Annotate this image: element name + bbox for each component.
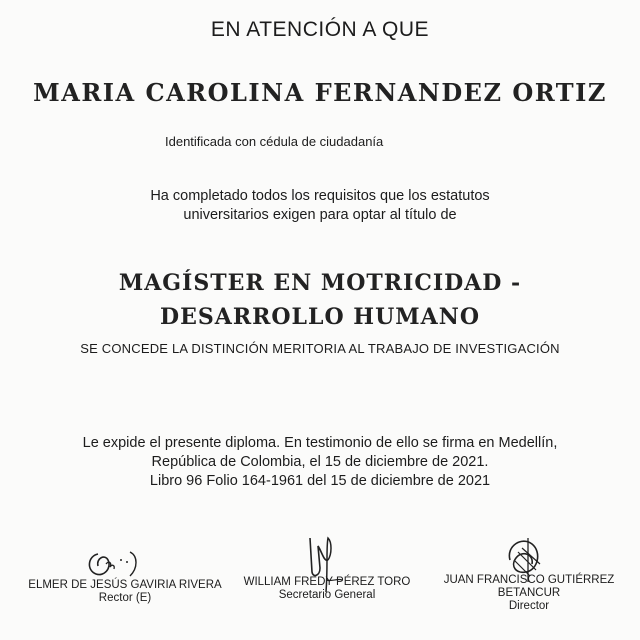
degree-title [0, 266, 640, 334]
signatory-role: Secretario General [278, 589, 376, 601]
signatory-role: Director [508, 600, 550, 612]
signatory-rector [25, 579, 225, 605]
signatory-name: ELMER DE JESÚS GAVIRIA RIVERA [28, 579, 222, 591]
issuance-line-2: República de Colombia, el 15 de diciembre de 2021. [151, 454, 489, 470]
signatory-director [440, 574, 618, 613]
signatory-name: WILLIAM FREDY PÉREZ TORO [243, 576, 411, 588]
issuance-text [0, 434, 640, 491]
rector-signature [78, 546, 148, 582]
signatory-secretary [238, 576, 416, 602]
distinction-text: SE CONCEDE LA DISTINCIÓN MERITORIA AL TRABAJO DE INVESTIGACIÓN [80, 341, 560, 356]
recipient-name: MARIA CAROLINA FERNANDEZ ORTIZ [33, 78, 607, 107]
signatory-role: Rector (E) [98, 592, 152, 604]
degree-title-line-2: DESARROLLO HUMANO [160, 304, 480, 330]
signatory-name-line-2: BETANCUR [497, 587, 561, 599]
issuance-line-1: Le expide el presente diploma. En testimonio de ello se firma en Medellín, [82, 435, 558, 451]
identification-line: Identificada con cédula de ciudadanía [165, 134, 384, 149]
requirements-line-1: Ha completado todos los requisitos que los estatutos [150, 188, 490, 204]
requirements-line-2: universitarios exigen para optar al título de [183, 207, 457, 223]
requirements-text [0, 187, 640, 225]
signatory-name-line-1: JUAN FRANCISCO GUTIÉRREZ [443, 574, 615, 586]
issuance-line-3: Libro 96 Folio 164-1961 del 15 de diciembre de 2021 [149, 473, 491, 489]
diploma-heading: EN ATENCIÓN A QUE [210, 18, 430, 41]
degree-title-line-1: MAGÍSTER EN MOTRICIDAD - [118, 270, 522, 296]
